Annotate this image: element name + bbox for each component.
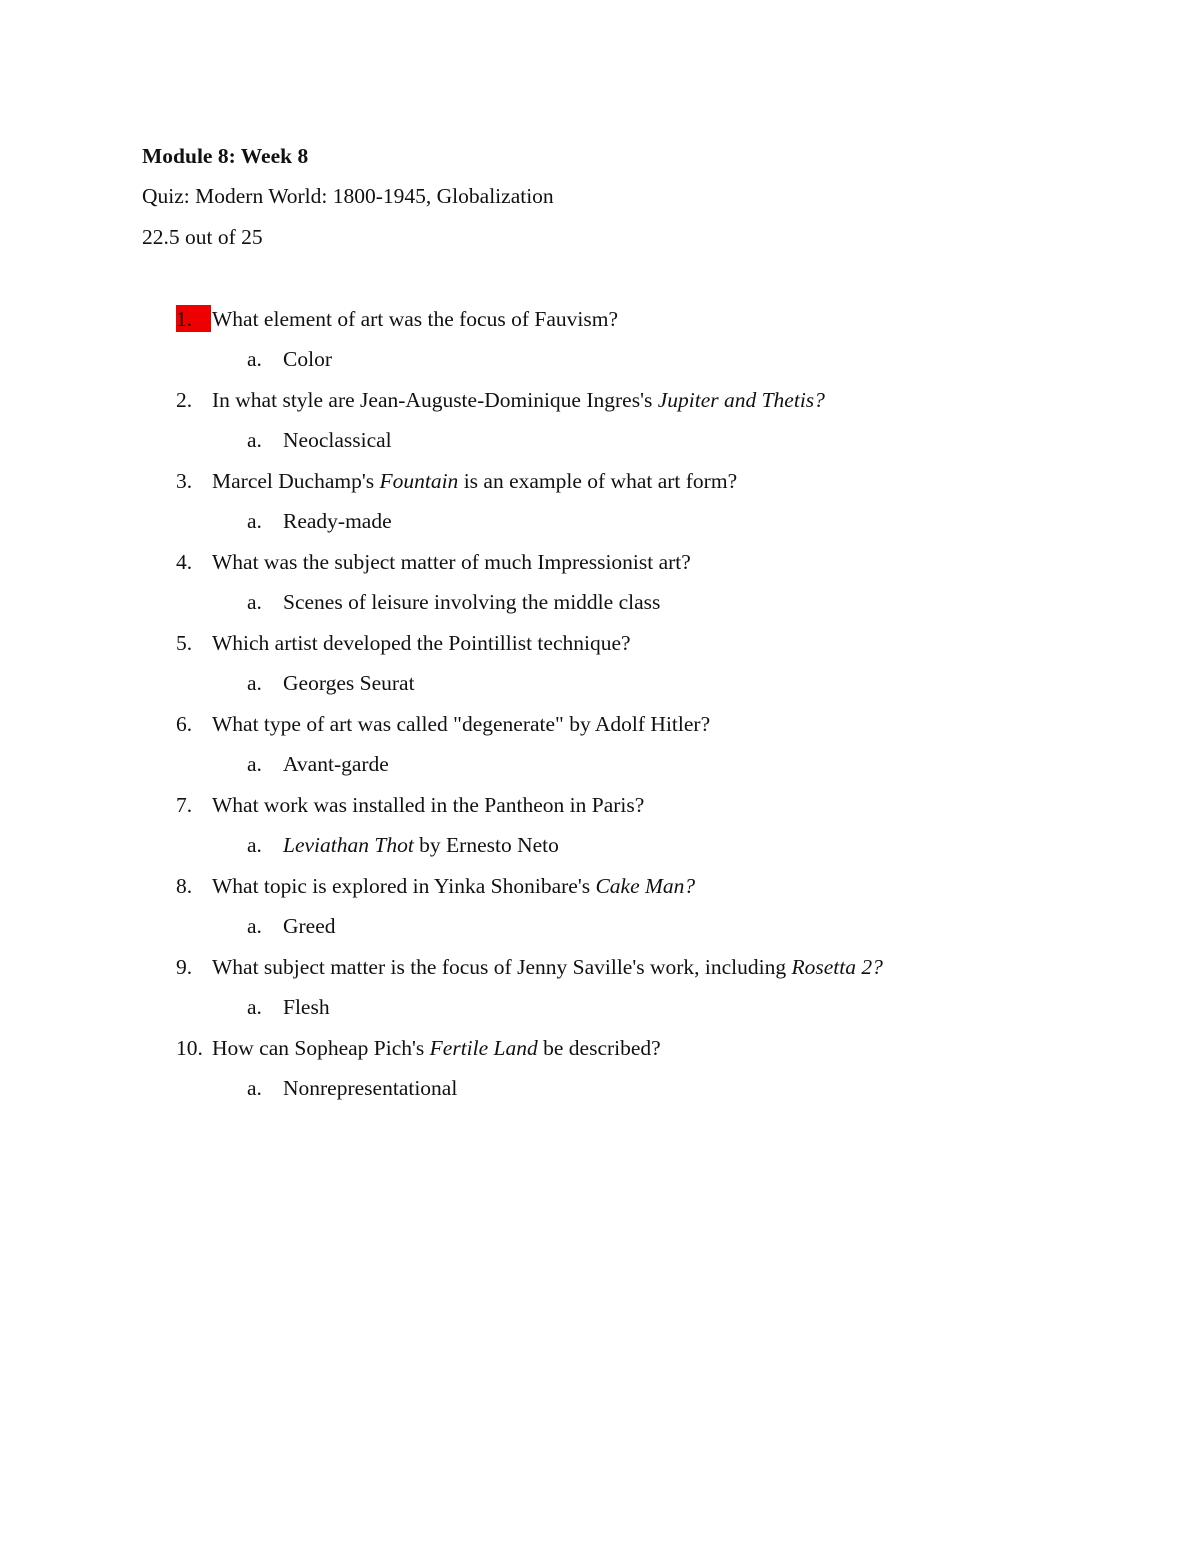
answer-letter: a. [247,428,262,452]
answer-text: Scenes of leisure involving the middle class [283,590,661,614]
question-item [0,710,1200,791]
question-item [0,386,1200,467]
answer-letter: a. [247,347,262,371]
question-item [0,629,1200,710]
question-number: 9. [176,955,193,979]
answer-text: Ready-made [283,509,392,533]
question-item [0,467,1200,548]
question-item [0,305,1200,386]
question-row [0,629,1100,657]
question-item [0,1034,1200,1115]
answer-letter: a. [247,833,262,857]
question-list [0,305,1200,1115]
question-text: What was the subject matter of much Impressionist art? [212,550,691,574]
answer-letter: a. [247,1076,262,1100]
question-row [0,872,1100,900]
question-text: Which artist developed the Pointillist technique? [212,631,631,655]
question-number: 10. [176,1036,203,1060]
question-number: 5. [176,631,193,655]
question-text: What topic is explored in Yinka Shonibare's Cake Man? [212,874,696,898]
answer-text: Georges Seurat [283,671,415,695]
quiz-score: 22.5 out of 25 [142,225,263,249]
answer-row [0,669,1100,697]
answer-text: Color [283,347,332,371]
answer-row [0,993,1100,1021]
question-text: Marcel Duchamp's Fountain is an example of what art form? [212,469,738,493]
answer-text: Neoclassical [283,428,392,452]
answer-letter: a. [247,752,262,776]
answer-row [0,831,1100,859]
question-row [0,1034,1100,1062]
question-item [0,953,1200,1034]
quiz-subtitle: Quiz: Modern World: 1800-1945, Globalization [142,184,554,208]
answer-letter: a. [247,509,262,533]
question-row [0,386,1100,414]
answer-text: Nonrepresentational [283,1076,458,1100]
answer-letter: a. [247,590,262,614]
document-title: Module 8: Week 8 [142,144,309,168]
question-number: 8. [176,874,193,898]
question-row [0,710,1100,738]
question-row [0,953,1100,981]
answer-text: Greed [283,914,336,938]
answer-letter: a. [247,995,262,1019]
question-text: How can Sopheap Pich's Fertile Land be described? [212,1036,661,1060]
question-row [0,467,1100,495]
answer-row [0,912,1100,940]
answer-letter: a. [247,914,262,938]
answer-row [0,507,1100,535]
question-row [0,791,1100,819]
question-number: 2. [176,388,193,412]
question-item [0,872,1200,953]
answer-text: Avant-garde [283,752,389,776]
question-number: 3. [176,469,193,493]
question-item [0,791,1200,872]
answer-row [0,345,1100,373]
answer-text: Flesh [283,995,330,1019]
answer-letter: a. [247,671,262,695]
question-item [0,548,1200,629]
question-number: 4. [176,550,193,574]
question-text: What subject matter is the focus of Jenny Saville's work, including Rosetta 2? [212,955,883,979]
question-number: 7. [176,793,193,817]
answer-row [0,426,1100,454]
question-row [0,548,1100,576]
answer-row [0,750,1100,778]
answer-text: Leviathan Thot by Ernesto Neto [283,833,559,857]
answer-row [0,1074,1100,1102]
question-text: What work was installed in the Pantheon in Paris? [212,793,645,817]
question-text: In what style are Jean-Auguste-Dominique Ingres's Jupiter and Thetis? [212,388,825,412]
question-row [0,305,1100,333]
question-text: What element of art was the focus of Fauvism? [212,307,618,331]
answer-row [0,588,1100,616]
question-number: 6. [176,712,193,736]
question-text: What type of art was called "degenerate" by Adolf Hitler? [212,712,711,736]
question-number-highlighted: 1. [176,305,211,332]
